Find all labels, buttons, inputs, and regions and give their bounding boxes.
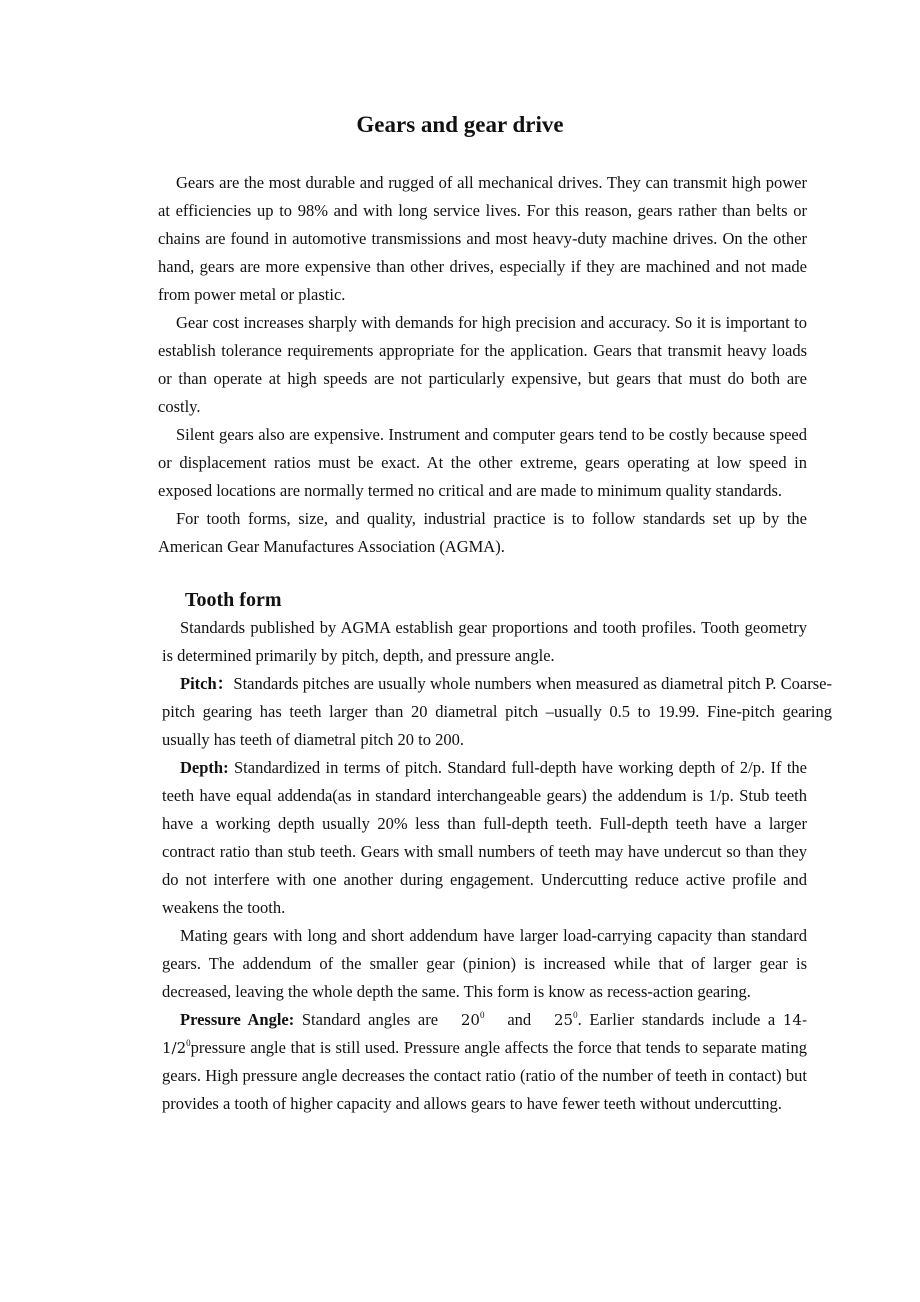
pressure-angle-label: Pressure Angle: <box>180 1010 295 1029</box>
depth-label: Depth: <box>180 758 229 777</box>
tooth-form-section <box>162 614 832 1118</box>
intro-section <box>158 169 807 561</box>
pressure-text: . Earlier standards include a <box>577 1010 776 1029</box>
degree-mark: 0 <box>479 1010 485 1020</box>
pressure-angle-paragraph <box>162 1006 807 1118</box>
paragraph: Standards published by AGMA establish gear proportions and tooth profiles. Tooth geometry is determined primarily by pitch, depth, and pressure angle. <box>162 618 807 665</box>
angle-value: 14-1/2 <box>162 1011 808 1057</box>
angle-value: 25 <box>554 1011 574 1029</box>
paragraph: Silent gears also are expensive. Instrument and computer gears tend to be costly because speed or displacement ratios must be exact. At the other extreme, gears operating at low speed in exposed locations are normally termed no critical and are made to minimum quality standards. <box>158 425 807 500</box>
depth-text: Standardized in terms of pitch. Standard full-depth have working depth of 2/p. If the teeth have equal addenda(as in standard interchangeable gears) the addendum is 1/p. Stub teeth have a working depth usually 20% less than full-depth teeth. Full-depth teeth have a larger contract ratio than stub teeth. Gears with small numbers of teeth may have undercut so than they do not interfere with one another during engagement. Undercutting reduce active profile and weakens the tooth. <box>162 758 808 917</box>
pitch-label: Pitch： <box>180 674 234 693</box>
and-word: and <box>507 1010 532 1029</box>
section-heading: Tooth form <box>185 589 282 611</box>
paragraph: For tooth forms, size, and quality, industrial practice is to follow standards set up by the American Gear Manufactures Association (AGMA). <box>158 509 807 556</box>
pressure-text: Standard angles are <box>301 1010 439 1029</box>
page-title: Gears and gear drive <box>356 112 564 137</box>
paragraph: Gears are the most durable and rugged of all mechanical drives. They can transmit high power at efficiencies up to 98% and with long service lives. For this reason, gears rather than belts or chains are found in automotive transmissions and most heavy-duty machine drives. On the other hand, gears are more expensive than other drives, especially if they are machined and not made from power metal or plastic. <box>158 173 807 304</box>
pitch-text: Standards pitches are usually whole numbers when measured as diametral pitch P. Coarse-pitch gearing has teeth larger than 20 diametral pitch –usually 0.5 to 19.99. Fine-pitch gearing usually has teeth of diametral pitch 20 to 200. <box>162 674 832 749</box>
paragraph: Mating gears with long and short addendum have larger load-carrying capacity than standard gears. The addendum of the smaller gear (pinion) is increased while that of larger gear is decreased, leaving the whole depth the same. This form is know as recess-action gearing. <box>162 926 807 1001</box>
angle-value: 20 <box>460 1011 480 1029</box>
pressure-text: pressure angle that is still used. Pressure angle affects the force that tends to separate mating gears. High pressure angle decreases the contact ratio (ratio of the number of teeth in contact) but provides a tooth of higher capacity and allows gears to have fewer teeth without undercutting. <box>162 1038 807 1113</box>
depth-paragraph <box>162 754 807 922</box>
pitch-paragraph <box>162 670 832 754</box>
paragraph: Gear cost increases sharply with demands for high precision and accuracy. So it is important to establish tolerance requirements appropriate for the application. Gears that transmit heavy loads or than operate at high speeds are not particularly expensive, but gears that must do both are costly. <box>158 313 807 416</box>
degree-mark: 0 <box>186 1038 191 1048</box>
degree-mark: 0 <box>573 1010 578 1020</box>
